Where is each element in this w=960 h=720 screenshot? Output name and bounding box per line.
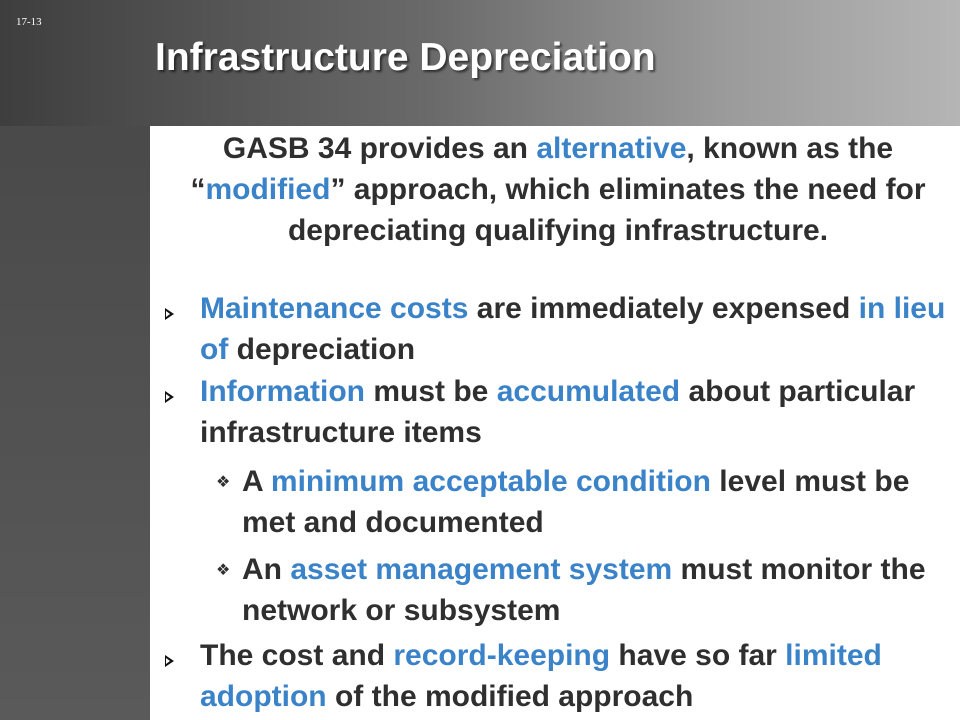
bullet-information-accumulated: [200, 371, 960, 453]
bullet-1-highlight-2: in lieu of: [200, 292, 946, 366]
sub-bullet-1-text-1: A: [242, 465, 271, 498]
slide-content: [150, 126, 960, 720]
bullet-1-highlight-1: Maintenance costs: [200, 292, 469, 325]
bullet-2-text-1: must be: [365, 375, 497, 408]
bullet-3-text-2: have so far: [610, 639, 786, 672]
arrowhead-bullet-icon: [165, 308, 174, 320]
sub-bullet-asset-management: [242, 549, 960, 631]
bullet-2-highlight-2: accumulated: [496, 375, 681, 408]
bullet-cost-record-keeping: [200, 635, 960, 717]
arrowhead-bullet-icon: [165, 655, 174, 667]
bullet-2-text-2: about particular infrastructure items: [200, 375, 916, 449]
intro-highlight-modified: modified: [205, 173, 331, 206]
slide-number: 17-13: [16, 16, 42, 28]
sub-bullet-2-text-2: must monitor the network or subsystem: [242, 553, 926, 627]
diamond-bullet-icon: ❖: [216, 560, 231, 579]
bullet-2-highlight-1: Information: [200, 375, 365, 408]
bullet-3-highlight-2: limited adoption: [200, 639, 882, 713]
bullet-maintenance-costs: [200, 288, 960, 370]
intro-paragraph: [166, 128, 950, 251]
bullet-1-text-2: depreciation: [228, 333, 416, 366]
bullet-1-text-1: are immediately expensed: [468, 292, 859, 325]
sub-bullet-2-text-1: An: [242, 553, 291, 586]
sub-bullet-2-highlight: asset management system: [290, 553, 673, 586]
intro-text-2: , known as the “: [190, 132, 894, 206]
arrowhead-bullet-icon: [165, 391, 174, 403]
slide-title: Infrastructure Depreciation: [155, 36, 656, 79]
intro-text-1: GASB 34 provides an: [222, 132, 537, 165]
bullet-3-highlight-1: record-keeping: [393, 639, 611, 672]
intro-text-3: ” approach, which eliminates the need for depreciating qualifying infrastructure.: [287, 173, 926, 247]
sub-bullet-1-text-2: level must be met and documented: [242, 465, 910, 539]
intro-highlight-alternative: alternative: [536, 132, 687, 165]
bullet-3-text-1: The cost and: [200, 639, 394, 672]
sub-bullet-minimum-condition: [242, 461, 960, 543]
bullet-3-text-3: of the modified approach: [326, 680, 694, 713]
sub-bullet-1-highlight: minimum acceptable condition: [270, 465, 711, 498]
diamond-bullet-icon: ❖: [216, 472, 231, 491]
